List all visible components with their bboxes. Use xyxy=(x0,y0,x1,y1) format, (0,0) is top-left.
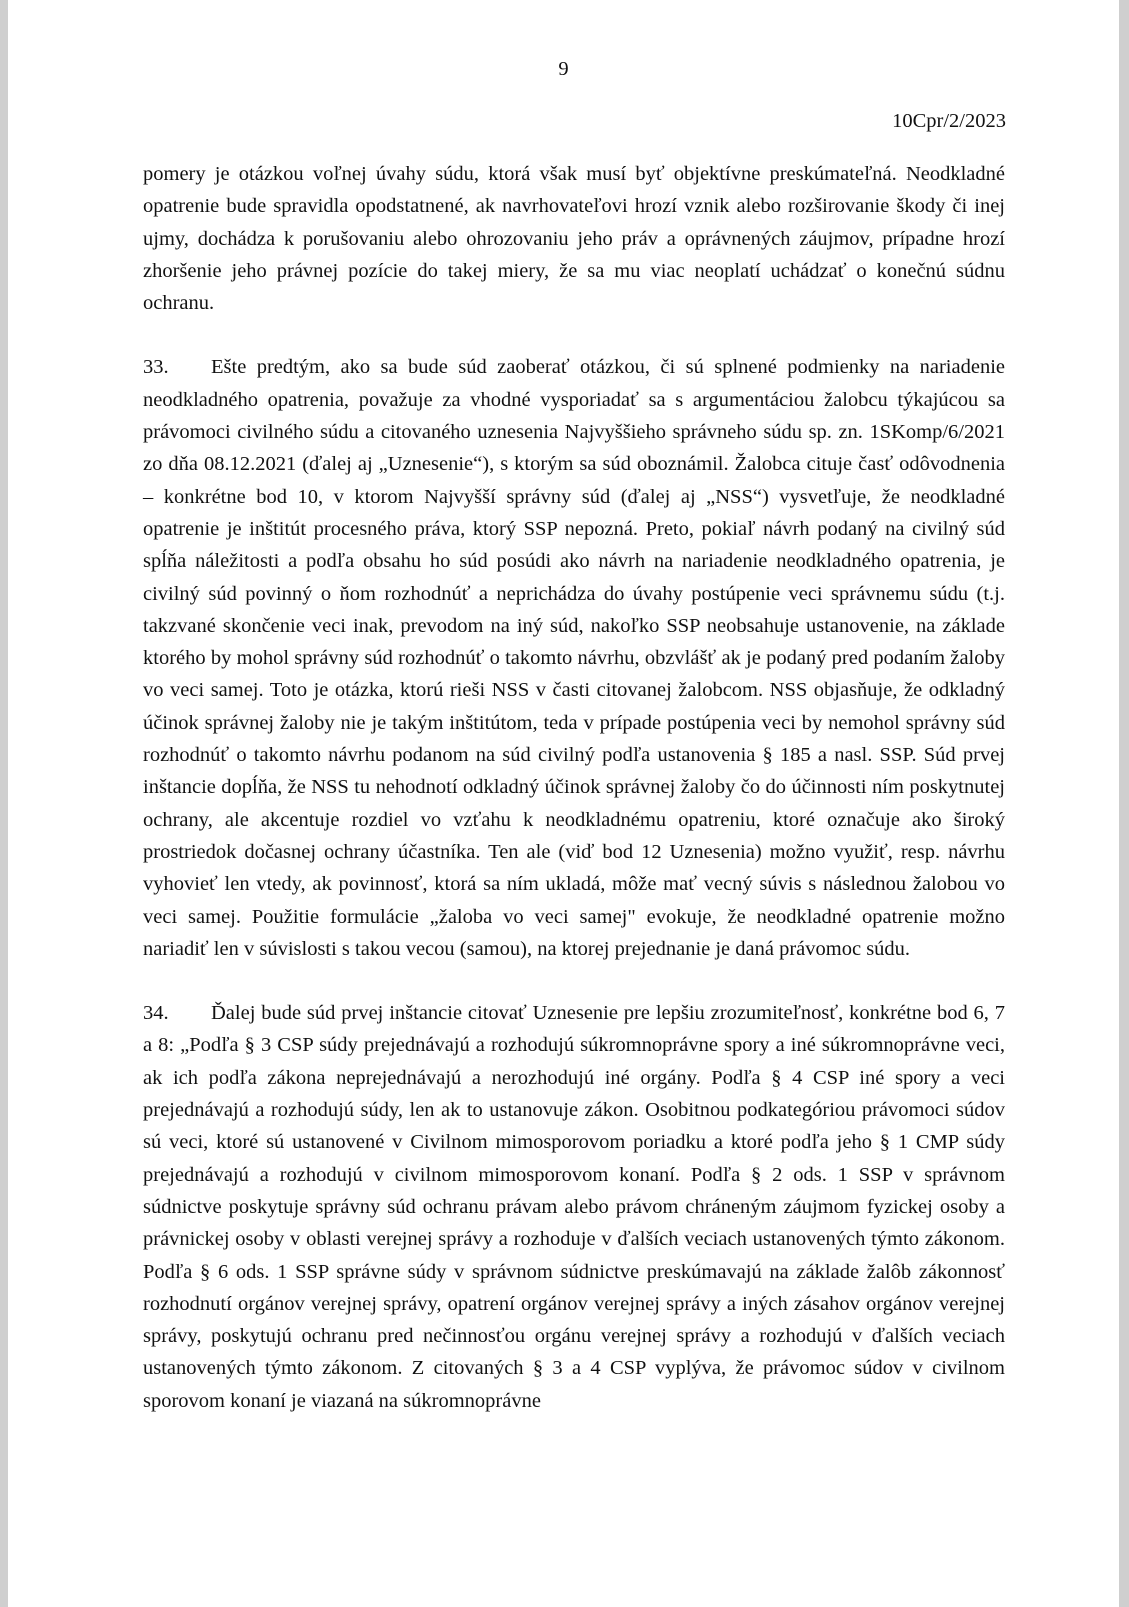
paragraph-33 xyxy=(143,351,1005,965)
paragraph-text: Ešte predtým, ako sa bude súd zaoberať otázkou, či sú splnené podmienky na nariadenie neodkladného opatrenia, považuje za vhodné vysporiadať sa s argumentáciou žalobcu týkajúcou sa právomoci civilného súdu a citovaného uznesenia Najvyššieho správneho súdu sp. zn. 1SKomp/6/2021 zo dňa 08.12.2021 (ďalej aj „Uznesenie“), s ktorým sa súd oboznámil. Žalobca cituje časť odôvodnenia – konkrétne bod 10, v ktorom Najvyšší správny súd (ďalej aj „NSS“) vysvetľuje, že neodkladné opatrenie je inštitút procesného práva, ktorý SSP nepozná. Preto, pokiaľ návrh podaný na civilný súd spĺňa náležitosti a podľa obsahu ho súd posúdi ako návrh na nariadenie neodkladného opatrenia, je civilný súd povinný o ňom rozhodnúť a neprichádza do úvahy postúpenie veci správnemu súdu (t.j. takzvané skončenie veci inak, prevodom na iný súd, nakoľko SSP neobsahuje ustanovenie, na základe ktorého by mohol správny súd rozhodnúť o takomto návrhu, obzvlášť ak je podaný pred podaním žaloby vo veci samej. Toto je otázka, ktorú rieši NSS v časti citovanej žalobcom. NSS objasňuje, že odkladný účinok správnej žaloby nie je takým inštitútom, teda v prípade postúpenia veci by nemohol správny súd rozhodnúť o takomto návrhu podanom na súd civilný podľa ustanovenia § 185 a nasl. SSP. Súd prvej inštancie dopĺňa, že NSS tu nehodnotí odkladný účinok správnej žaloby čo do účinnosti ním poskytnutej ochrany, ale akcentuje rozdiel vo vzťahu k neodkladnému opatreniu, ktoré označuje ako široký prostriedok dočasnej ochrany účastníka. Ten ale (viď bod 12 Uznesenia) možno využiť, resp. návrhu vyhovieť len vtedy, ak povinnosť, ktorá sa ním ukladá, môže mať vecný súvis s následnou žalobou vo veci samej. Použitie formulácie „žaloba vo veci samej" evokuje, že neodkladné opatrenie možno nariadiť len v súvislosti s takou vecou (samou), na ktorej prejednanie je daná právomoc súdu. xyxy=(143,356,1005,960)
paragraph-number: 33. xyxy=(143,356,169,379)
paragraph-text: Ďalej bude súd prvej inštancie citovať Uznesenie pre lepšiu zrozumiteľnosť, konkrétne bod 6, 7 a 8: „Podľa § 3 CSP súdy prejednávajú a rozhodujú súkromnoprávne spory a iné súkromnoprávne veci, ak ich podľa zákona neprejednávajú a nerozhodujú iné orgány. Podľa § 4 CSP iné spory a veci prejednávajú a rozhodujú súdy, len ak to ustanovuje zákon. Osobitnou podkategóriou právomoci súdov sú veci, ktoré sú ustanovené v Civilnom mimosporovom poriadku a ktoré podľa jeho § 1 CMP súdy prejednávajú a rozhodujú v civilnom mimosporovom konaní. Podľa § 2 ods. 1 SSP v správnom súdnictve poskytuje správny súd ochranu právam alebo právom chráneným záujmom fyzickej osoby a právnickej osoby v oblasti verejnej správy a rozhoduje v ďalších veciach ustanovených týmto zákonom. Podľa § 6 ods. 1 SSP správne súdy v správnom súdnictve preskúmavajú na základe žalôb zákonnosť rozhodnutí orgánov verejnej správy, opatrení orgánov verejnej správy a iných zásahov orgánov verejnej správy, poskytujú ochranu pred nečinnosťou orgánu verejnej správy a rozhodujú v ďalších veciach ustanovených týmto zákonom. Z citovaných § 3 a 4 CSP vyplýva, že právomoc súdov v civilnom sporovom konaní je viazaná na súkromnoprávne xyxy=(143,1002,1005,1412)
continuation-paragraph: pomery je otázkou voľnej úvahy súdu, ktorá však musí byť objektívne preskúmateľná. Neodkladné opatrenie bude spravidla opodstatnené, ak navrhovateľovi hrozí vznik alebo rozširovanie škody či inej ujmy, dochádza k porušovaniu alebo ohrozovaniu jeho práv a oprávnených záujmov, prípadne hrozí zhoršenie jeho právnej pozície do takej miery, že sa mu viac neoplatí uchádzať o konečnú súdnu ochranu. xyxy=(143,163,1005,315)
paragraph-34 xyxy=(143,997,1005,1417)
case-number: 10Cpr/2/2023 xyxy=(892,110,1006,132)
paragraph-number: 34. xyxy=(143,1002,169,1025)
document-body xyxy=(143,158,1005,1417)
page-number: 9 xyxy=(558,58,569,80)
